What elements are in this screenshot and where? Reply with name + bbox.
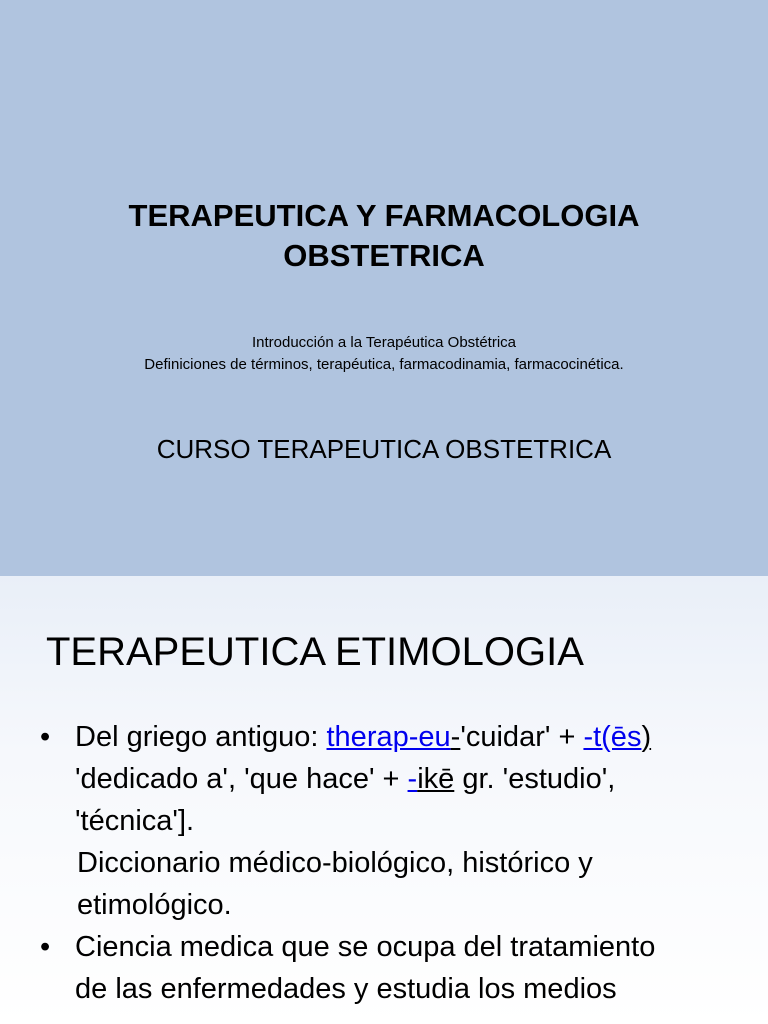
content-slide [0, 576, 768, 1024]
course-name: CURSO TERAPEUTICA OBSTETRICA [156, 434, 612, 464]
link-therap-eu[interactable]: therap-eu [326, 721, 451, 753]
bullet-text: 'dedicado a', 'que hace' + [75, 763, 408, 795]
bullet-line-1 [75, 716, 740, 758]
bullet-line-2 [75, 758, 740, 800]
bullet-line-2: de las enfermedades y estudia los medios [75, 973, 617, 1005]
subtitle-line-1: Introducción a la Terapéutica Obstétrica [251, 334, 517, 351]
bullet-text: gr. 'estudio', [454, 763, 616, 795]
link-tail: ) [641, 721, 652, 753]
slide-title-line-2: OBSTETRICA [283, 238, 485, 273]
slide-title [60, 196, 708, 276]
paragraph-line-2: etimológico. [77, 889, 232, 921]
dictionary-paragraph [40, 842, 740, 926]
link-tes[interactable]: -t(ēs [583, 721, 642, 753]
content-heading: TERAPEUTICA ETIMOLOGIA [46, 630, 584, 674]
slide-title-line-1: TERAPEUTICA Y FARMACOLOGIA [128, 198, 640, 233]
slide-subtitle [40, 332, 728, 376]
link-dash: - [450, 721, 461, 753]
subtitle-line-2: Definiciones de términos, terapéutica, farmacodinamia, farmacocinética. [144, 356, 624, 373]
bullet-text: 'cuidar' + [460, 721, 584, 753]
paragraph-line-1: Diccionario médico-biológico, histórico y [77, 847, 593, 879]
bullet-line-3: 'técnica']. [75, 805, 195, 837]
bullet-text: Del griego antiguo: [75, 721, 327, 753]
bullet-dot: • [40, 721, 51, 753]
bullet-dot: • [40, 931, 51, 963]
bullet-item-definition [40, 926, 740, 1010]
content-body [40, 716, 740, 1010]
bullet-line-1: Ciencia medica que se ocupa del tratamiento [75, 931, 656, 963]
link-ike[interactable]: ikē [417, 763, 455, 795]
bullet-item-etymology [40, 716, 740, 842]
link-ike-dash[interactable]: - [407, 763, 418, 795]
